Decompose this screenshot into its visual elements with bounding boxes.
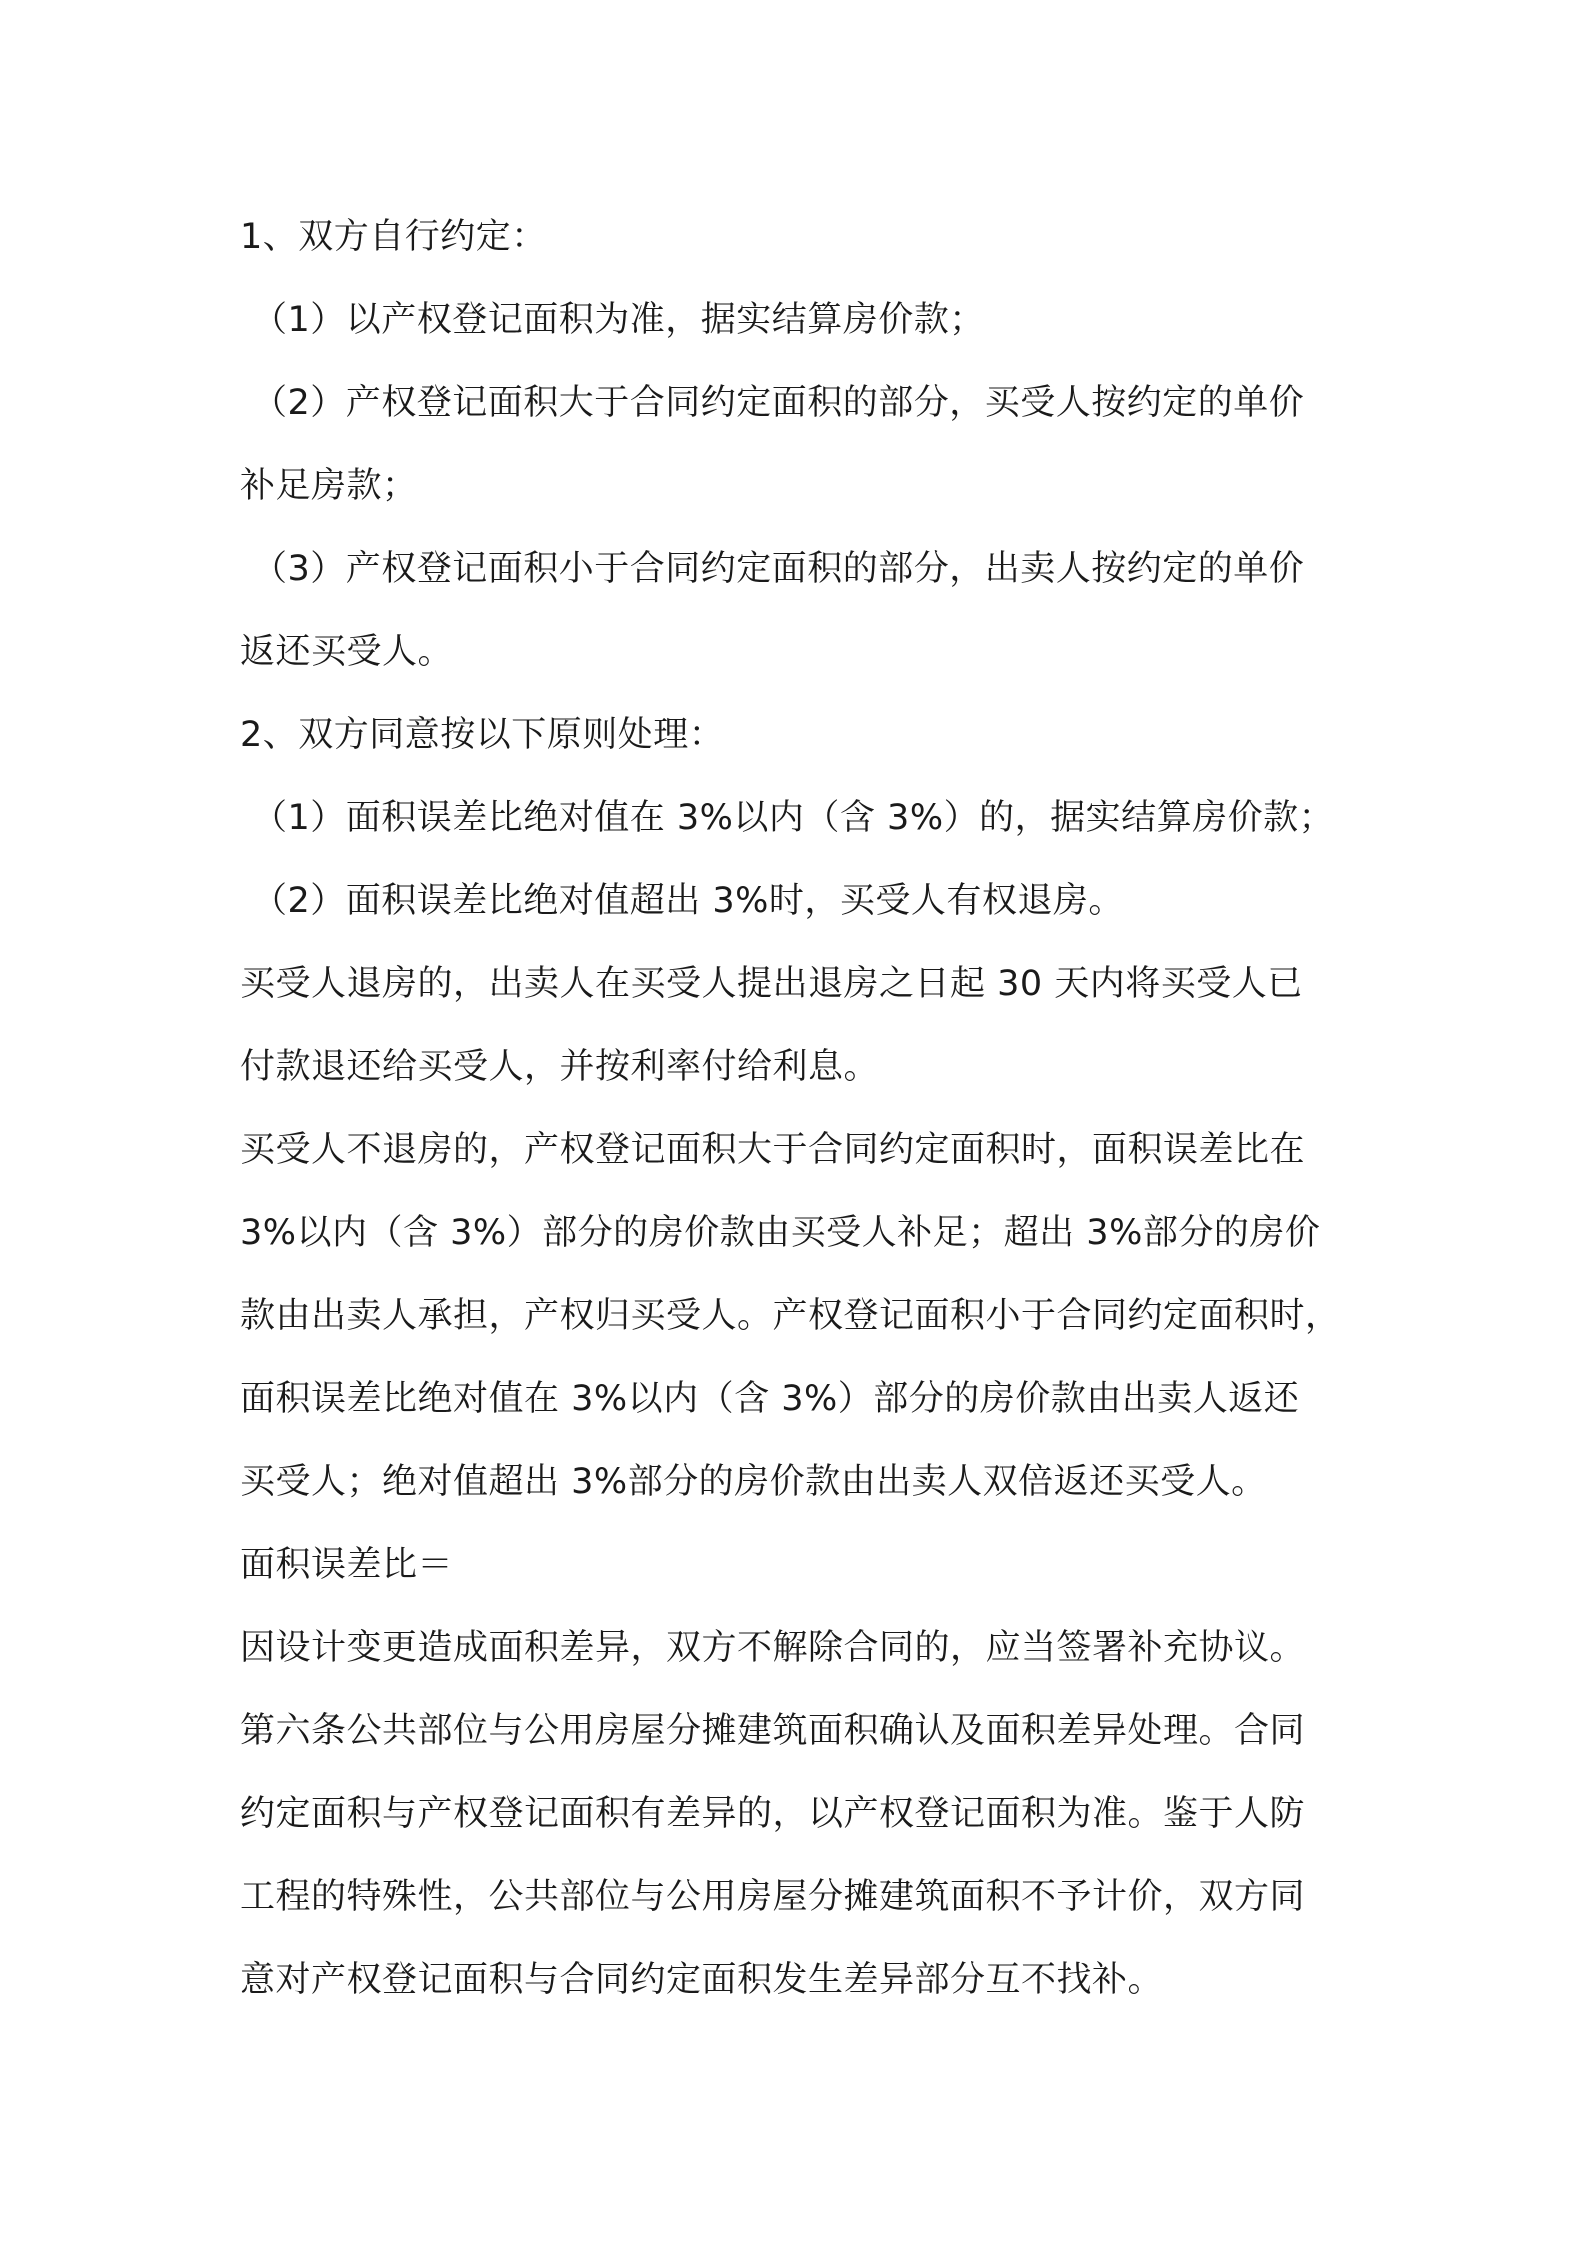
paragraph-no-refund-cont-4: 买受人；绝对值超出 3%部分的房价款由出卖人双倍返还买受人。 [240, 1462, 1267, 1502]
paragraph-refund-cont: 付款退还给买受人，并按利率付给利息。 [240, 1047, 880, 1087]
clause-1-heading: 1、双方自行约定： [240, 217, 547, 257]
paragraph-no-refund-cont-3: 面积误差比绝对值在 3%以内（含 3%）部分的房价款由出卖人返还 [240, 1379, 1300, 1419]
article-6-cont-1: 约定面积与产权登记面积有差异的，以产权登记面积为准。鉴于人防 [240, 1794, 1306, 1834]
document-body [240, 196, 1360, 2022]
paragraph-design-change: 因设计变更造成面积差异，双方不解除合同的，应当签署补充协议。 [240, 1628, 1306, 1668]
paragraph-no-refund: 买受人不退房的，产权登记面积大于合同约定面积时，面积误差比在 [240, 1130, 1306, 1170]
clause-1-item-1: （1）以产权登记面积为准，据实结算房价款； [252, 300, 985, 340]
article-6-cont-3: 意对产权登记面积与合同约定面积发生差异部分互不找补。 [240, 1960, 1164, 2000]
clause-1-item-2: （2）产权登记面积大于合同约定面积的部分，买受人按约定的单价 [252, 383, 1305, 423]
paragraph-no-refund-cont-1: 3%以内（含 3%）部分的房价款由买受人补足；超出 3%部分的房价 [240, 1213, 1321, 1253]
clause-1-item-3-cont: 返还买受人。 [240, 632, 454, 672]
paragraph-no-refund-cont-2: 款由出卖人承担，产权归买受人。产权登记面积小于合同约定面积时， [240, 1296, 1341, 1336]
clause-1-item-3: （3）产权登记面积小于合同约定面积的部分，出卖人按约定的单价 [252, 549, 1305, 589]
clause-1-item-2-cont: 补足房款； [240, 466, 418, 506]
area-error-formula: 面积误差比＝ [240, 1545, 454, 1585]
article-6-cont-2: 工程的特殊性，公共部位与公用房屋分摊建筑面积不予计价，双方同 [240, 1877, 1306, 1917]
clause-2-item-1: （1）面积误差比绝对值在 3%以内（含 3%）的，据实结算房价款； [252, 798, 1335, 838]
clause-2-heading: 2、双方同意按以下原则处理： [240, 715, 725, 755]
paragraph-refund: 买受人退房的，出卖人在买受人提出退房之日起 30 天内将买受人已 [240, 964, 1303, 1004]
article-6: 第六条公共部位与公用房屋分摊建筑面积确认及面积差异处理。合同 [240, 1711, 1306, 1751]
clause-2-item-2: （2）面积误差比绝对值超出 3%时，买受人有权退房。 [252, 881, 1124, 921]
